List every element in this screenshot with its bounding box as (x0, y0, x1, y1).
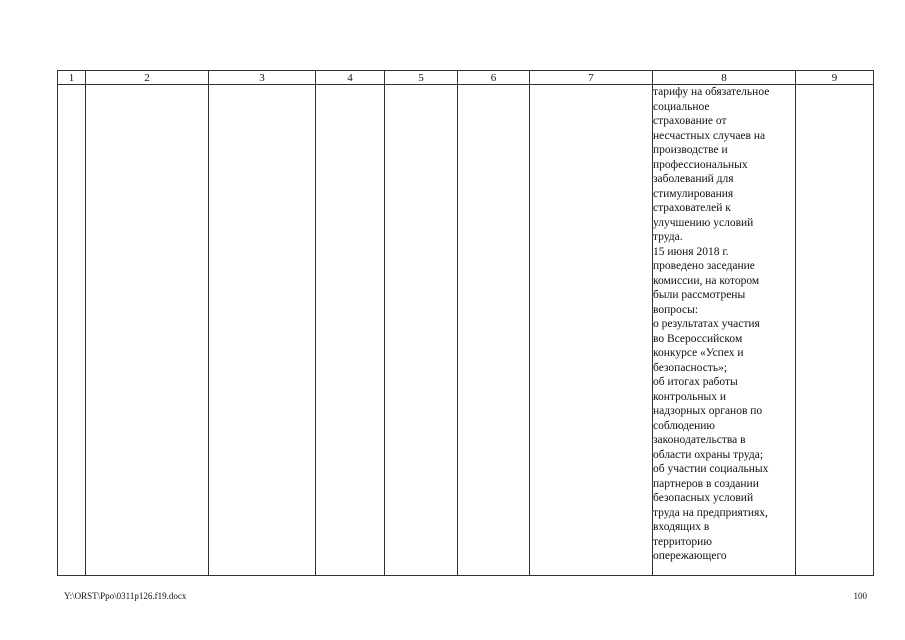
cell-text-line: законодательства в (653, 434, 746, 446)
table-row (58, 85, 874, 576)
cell-col-7 (530, 85, 653, 576)
header-row (58, 71, 874, 85)
cell-text-line: вопросы: (653, 303, 699, 316)
col-header-2: 2 (86, 71, 209, 85)
document-table (57, 70, 874, 576)
cell-text-line: об итогах работы (653, 376, 738, 388)
cell-col-3 (209, 85, 316, 576)
cell-text-line: стимулирования (653, 187, 734, 200)
cell-text-line: страхование от (653, 115, 727, 127)
cell-col-5 (385, 85, 458, 576)
cell-text-line: труда. (653, 231, 683, 243)
cell-text-line: соблюдению (653, 419, 716, 432)
col-header-5: 5 (385, 71, 458, 85)
cell-text-line: входящих в (653, 521, 710, 533)
cell-text-line: тарифу на обязательное (653, 86, 770, 98)
cell-text-line: территорию (653, 535, 712, 548)
cell-text-line: безопасных условий (653, 492, 754, 504)
cell-text-line: несчастных случаев на (653, 129, 766, 142)
cell-col-9 (796, 85, 874, 576)
cell-text-line: социальное (653, 100, 710, 113)
cell-col-4 (316, 85, 385, 576)
cell-text-line: производстве и (653, 144, 728, 156)
col-header-7: 7 (530, 71, 653, 85)
cell-text-line: 15 июня 2018 г. (653, 245, 729, 258)
cell-text-line: о результатах участия (653, 318, 760, 330)
cell-text-line: были рассмотрены (653, 289, 746, 301)
cell-col-1 (58, 85, 86, 576)
cell-text-line: труда на предприятиях, (653, 506, 768, 519)
cell-text-line: улучшению условий (653, 216, 754, 229)
col-header-8: 8 (653, 71, 796, 85)
cell-text-line: безопасность»; (653, 361, 728, 374)
cell-text-line: об участии социальных (653, 463, 769, 475)
cell-text-line: опережающего (653, 550, 727, 562)
col-header-9: 9 (796, 71, 874, 85)
cell-text-line: страхователей к (653, 202, 731, 214)
col-header-3: 3 (209, 71, 316, 85)
col-header-1: 1 (58, 71, 86, 85)
col-header-6: 6 (458, 71, 530, 85)
cell-text-line: заболеваний для (653, 173, 734, 185)
cell-col-6 (458, 85, 530, 576)
cell-col-2 (86, 85, 209, 576)
cell-text-line: надзорных органов по (653, 405, 763, 417)
cell-text-line: комиссии, на котором (653, 274, 760, 287)
cell-text-line: контрольных и (653, 390, 727, 403)
cell-text-line: партнеров в создании (653, 477, 759, 490)
cell-text-line: проведено заседание (653, 260, 755, 272)
cell-text-line: области охраны труда; (653, 448, 764, 461)
footer-page-number: 100 (853, 591, 867, 601)
col-header-4: 4 (316, 71, 385, 85)
cell-text-line: во Всероссийском (653, 332, 743, 345)
cell-text-line: профессиональных (653, 158, 748, 171)
footer-file-path: Y:\ORST\Ppo\0311p126.f19.docx (64, 591, 187, 601)
cell-text-line: конкурсе «Успех и (653, 347, 744, 359)
cell-col-8-text (653, 85, 796, 576)
